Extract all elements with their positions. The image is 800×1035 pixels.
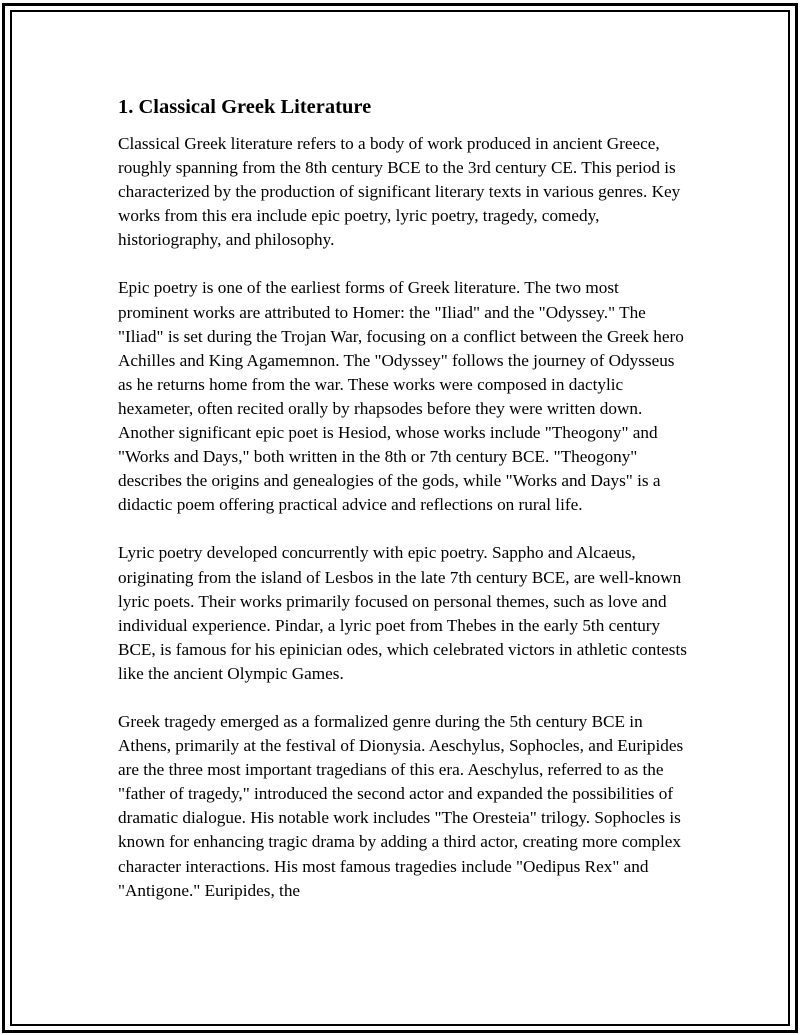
paragraph-greek-tragedy: Greek tragedy emerged as a formalized genre during the 5th century BCE in Athens, primarily at the festival of Dionysia. Aeschylus, Sophocles, and Euripides are the three most important tragedians of this era. Aeschylus, referred to as the "father of tragedy," introduced the second actor and expanded the possibilities of dramatic dialogue. His notable work includes "The Oresteia" trilogy. Sophocles is known for enhancing tragic drama by adding a third actor, creating more complex character interactions. His most famous tragedies include "Oedipus Rex" and "Antigone." Euripides, the (118, 711, 684, 900)
section-heading: 1. Classical Greek Literature (118, 96, 372, 118)
paragraph-lyric-poetry: Lyric poetry developed concurrently with epic poetry. Sappho and Alcaeus, originating from the island of Lesbos in the late 7th century BCE, are well-known lyric poets. Their works primarily focused on personal themes, such as love and individual experience. Pindar, a lyric poet from Thebes in the early 5th century BCE, is famous for his epinician odes, which celebrated victors in athletic contests like the ancient Olympic Games. (118, 543, 687, 683)
document-body (118, 94, 690, 927)
paragraph-epic-poetry: Epic poetry is one of the earliest forms of Greek literature. The two most prominent works are attributed to Homer: the "Iliad" and the "Odyssey." The "Iliad" is set during the Trojan War, focusing on a conflict between the Greek hero Achilles and King Agamemnon. The "Odyssey" follows the journey of Odysseus as he returns home from the war. These works were composed in dactylic hexameter, often recited orally by rhapsodes before they were written down. Another significant epic poet is Hesiod, whose works include "Theogony" and "Works and Days," both written in the 8th or 7th century BCE. "Theogony" describes the origins and genealogies of the gods, while "Works and Days" is a didactic poem offering practical advice and reflections on rural life. (118, 278, 684, 515)
paragraph-intro: Classical Greek literature refers to a body of work produced in ancient Greece, roughly spanning from the 8th century BCE to the 3rd century CE. This period is characterized by the production of significant literary texts in various genres. Key works from this era include epic poetry, lyric poetry, tragedy, comedy, historiography, and philosophy. (118, 134, 681, 250)
